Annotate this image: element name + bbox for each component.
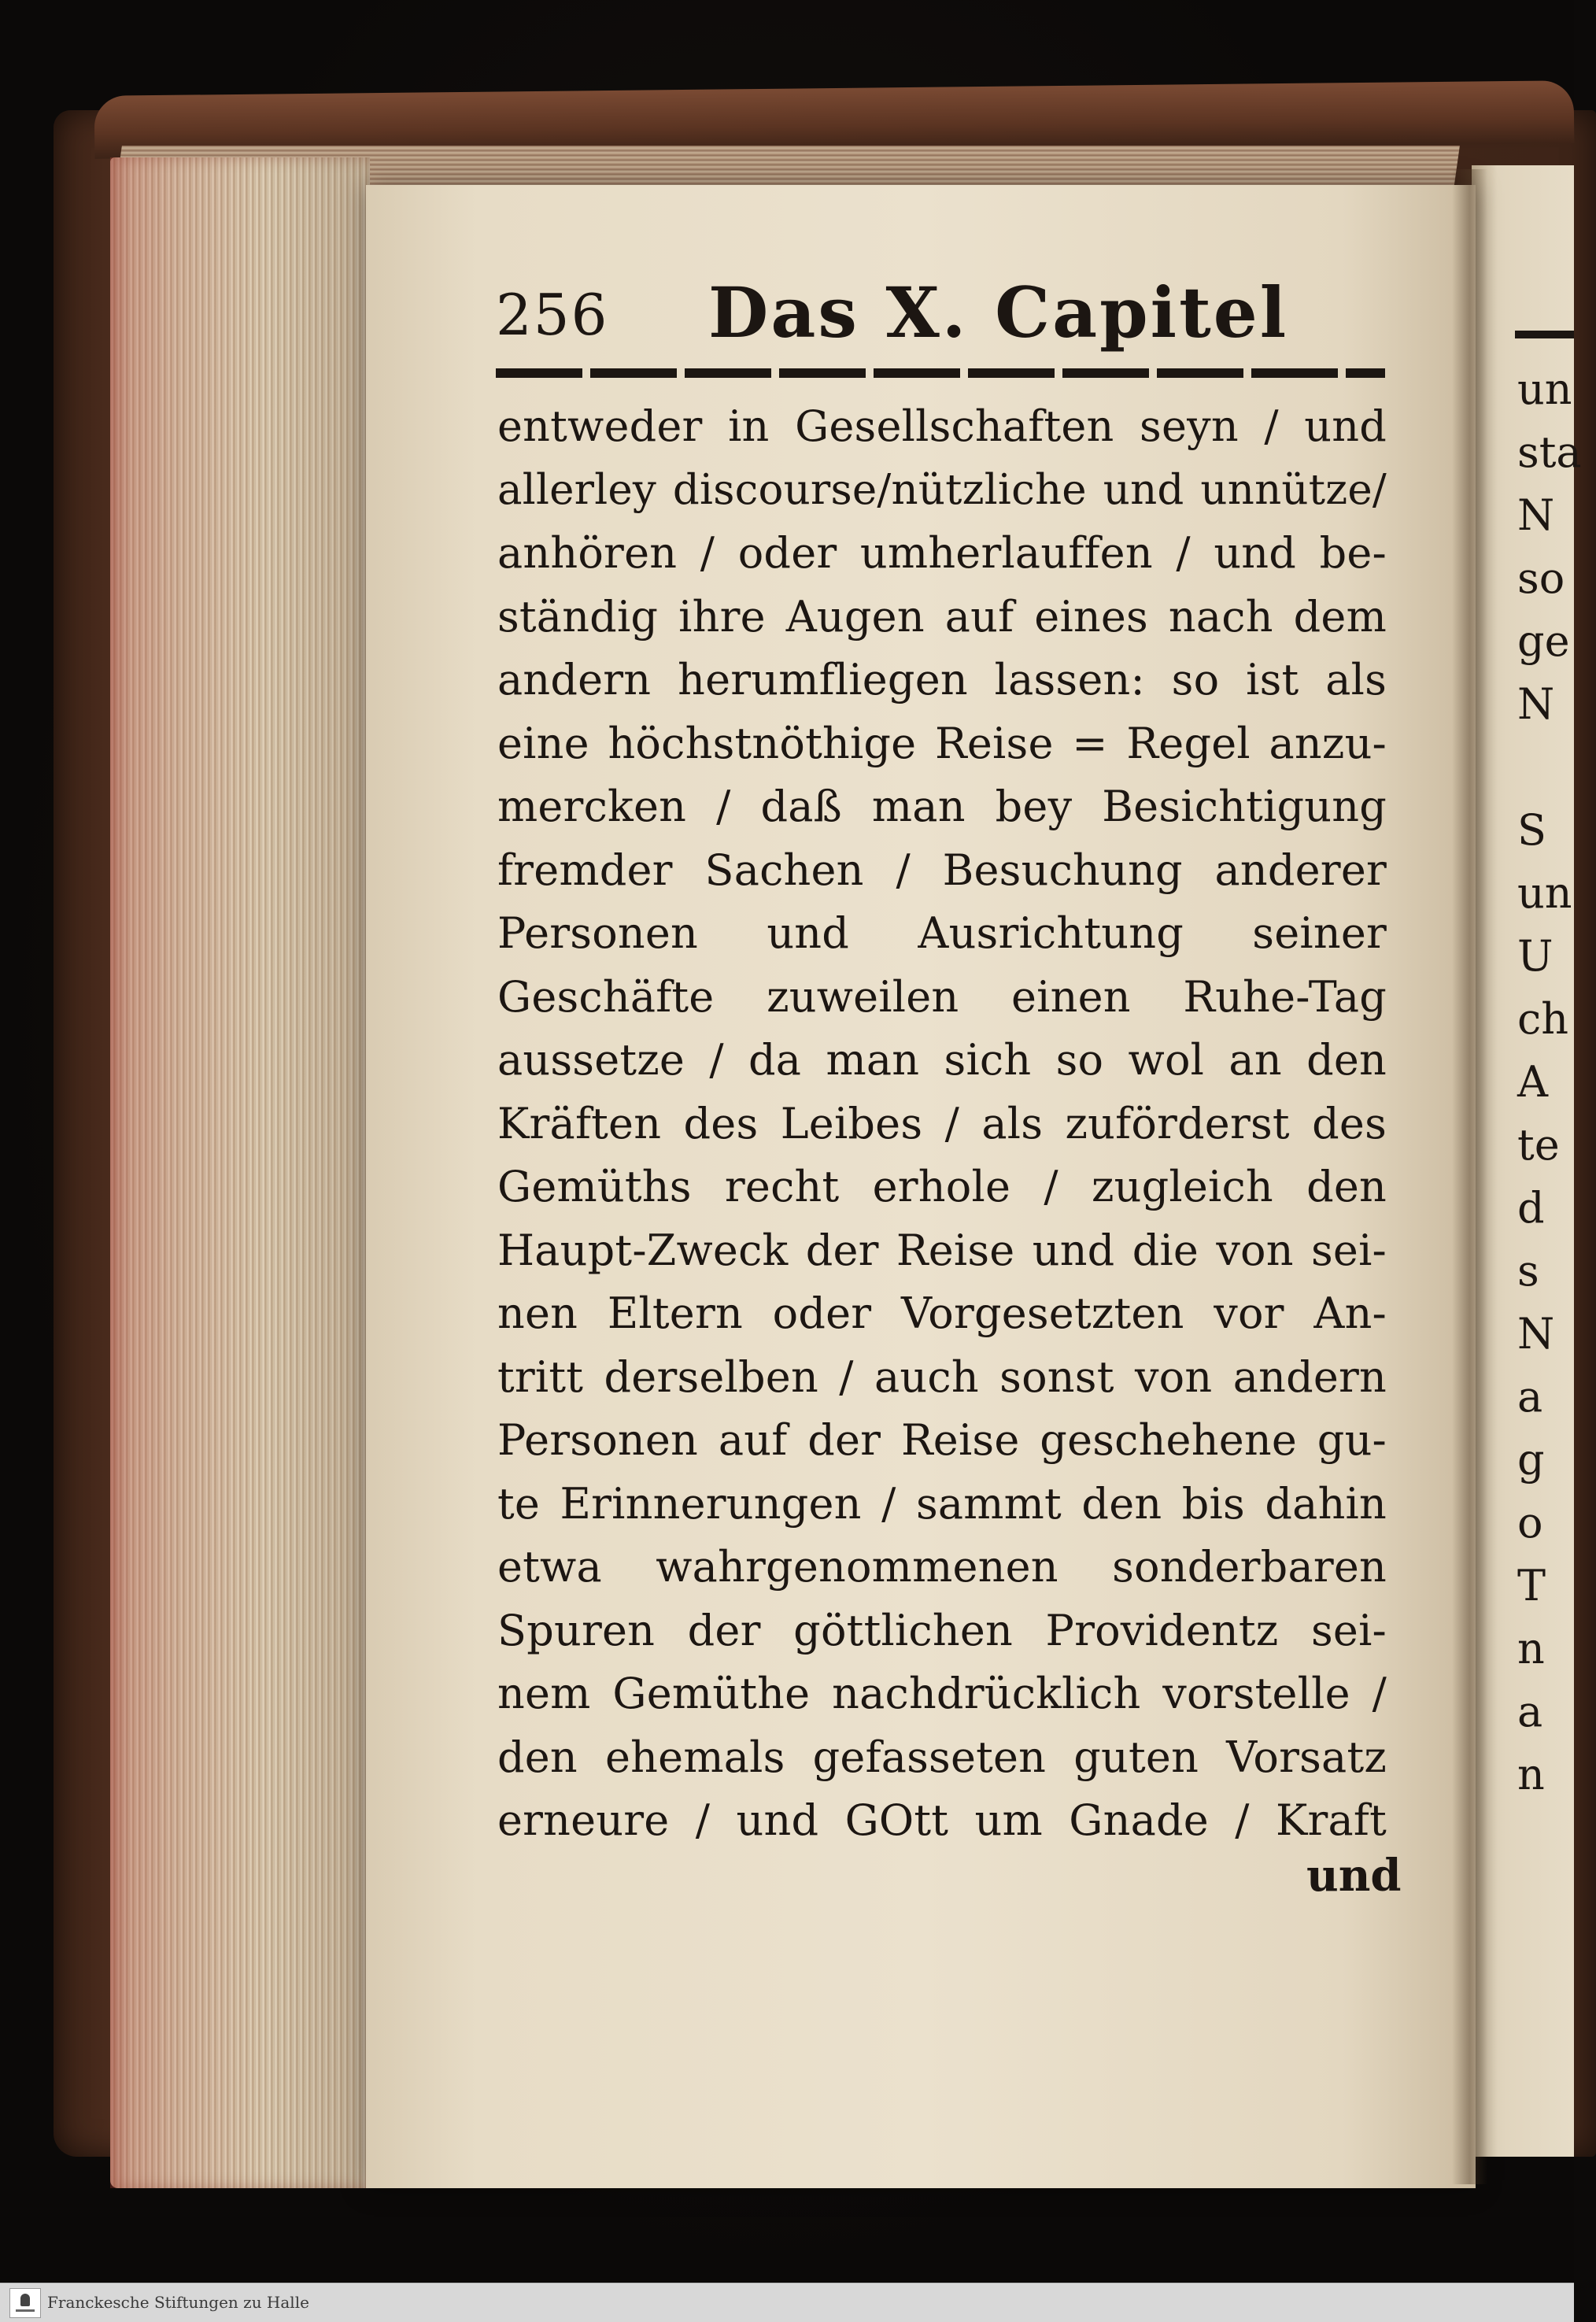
facing-page-fragment: S <box>1517 805 1546 855</box>
text-line: Geschäfte zuweilen einen Ruhe-Tag <box>497 971 1387 1022</box>
text-line: nen Eltern oder Vorgesetzten vor An- <box>497 1289 1387 1338</box>
text-line: Personen auf der Reise geschehene gu- <box>497 1415 1387 1465</box>
facing-page-fragment: un <box>1517 868 1572 918</box>
facing-page-fragment: d <box>1517 1183 1545 1233</box>
text-line: aussetze / da man sich so wol an den <box>497 1035 1387 1085</box>
text-line: erneure / und GOtt um Gnade / Kraft <box>497 1795 1387 1845</box>
facing-page-fragment: N <box>1517 679 1555 729</box>
page-fore-edges <box>110 157 370 2188</box>
facing-page-header-rule <box>1515 331 1574 338</box>
facing-page-fragment: N <box>1517 490 1555 540</box>
catchword: und <box>1306 1850 1402 1902</box>
page-number: 256 <box>496 282 609 348</box>
facing-page-fragment: te <box>1517 1120 1560 1170</box>
facing-page-fragment: U <box>1517 931 1554 981</box>
facing-page-fragment: un <box>1517 364 1572 414</box>
running-head: Das X. Capitel <box>708 272 1289 353</box>
text-line: fremder Sachen / Besuchung anderer <box>497 845 1387 895</box>
text-line: anhören / oder umherlauffen / und be- <box>497 528 1387 578</box>
facing-page-fragment: n <box>1517 1624 1545 1673</box>
facing-page-fragment: ge <box>1517 616 1570 666</box>
facing-page-text-fragments <box>1517 358 1582 1806</box>
text-line: te Erinnerungen / sammt den bis dahin <box>497 1478 1387 1529</box>
facing-page-fragment: sta <box>1517 427 1582 477</box>
book-gutter <box>1452 169 1487 2184</box>
text-line: mercken / daß man bey Besichtigung <box>497 782 1387 831</box>
text-line: Personen und Ausrichtung seiner <box>497 908 1387 958</box>
footer-bar <box>0 2283 1574 2322</box>
facing-page-fragment: a <box>1517 1687 1543 1736</box>
text-line: etwa wahrgenommenen sonderbaren <box>497 1542 1387 1592</box>
text-line: Gemüths recht erhole / zugleich den <box>497 1162 1387 1211</box>
facing-page-fragment: T <box>1517 1561 1546 1610</box>
facing-page-fragment: a <box>1517 1372 1543 1422</box>
text-line: allerley discourse/nützliche und unnütze/ <box>497 465 1387 514</box>
text-line: eine höchstnöthige Reise = Regel anzu- <box>497 718 1387 768</box>
text-line: Haupt-Zweck der Reise und die von sei- <box>497 1225 1387 1275</box>
institution-name: Franckesche Stiftungen zu Halle <box>47 2293 309 2312</box>
text-line: nem Gemüthe nachdrücklich vorstelle / <box>497 1669 1387 1718</box>
text-line: tritt derselben / auch sonst von andern <box>497 1351 1387 1402</box>
institution-logo-icon <box>9 2288 41 2318</box>
text-line: ständig ihre Augen auf eines nach dem <box>497 591 1387 642</box>
facing-page-fragment: so <box>1517 553 1565 603</box>
facing-page-fragment: o <box>1517 1498 1543 1547</box>
text-line: Kräften des Leibes / als zuförderst des <box>497 1098 1387 1148</box>
facing-page-fragment <box>1517 736 1582 799</box>
page-body-text <box>497 395 1387 1853</box>
text-line: entweder in Gesellschaften seyn / und <box>497 401 1387 451</box>
text-line: Spuren der göttlichen Providentz sei- <box>497 1605 1387 1655</box>
facing-page-fragment: A <box>1517 1057 1548 1107</box>
facing-page-fragment: s <box>1517 1246 1539 1296</box>
header-rule <box>496 368 1385 378</box>
text-line: den ehemals gefasseten guten Vorsatz <box>497 1732 1387 1782</box>
facing-page-fragment: g <box>1517 1435 1545 1485</box>
text-line: andern herumfliegen lassen: so ist als <box>497 655 1387 704</box>
facing-page-fragment: ch <box>1517 994 1569 1044</box>
facing-page-fragment: n <box>1517 1750 1545 1799</box>
facing-page-fragment: N <box>1517 1309 1555 1359</box>
